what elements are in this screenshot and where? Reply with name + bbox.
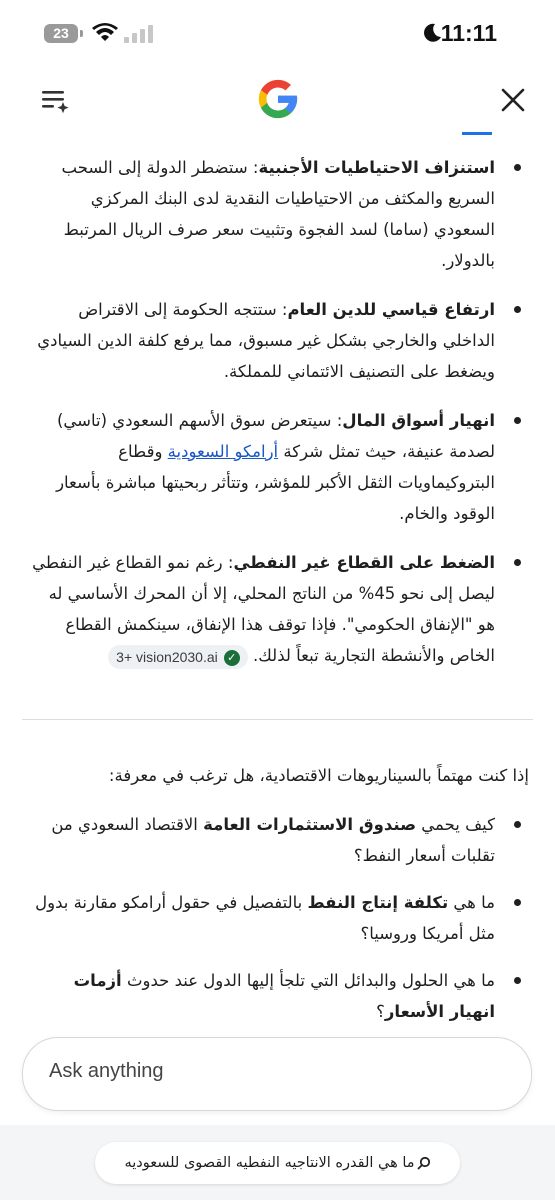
item-text: : رغم نمو القطاع غير النفطي ليصل إلى نحو 45% من الناتج المحلي، إلا أن المحرك الأساسي له هو "الإنفاق الحكومي". فإذا توقف هذا الإنفاق، سينكمش القطاع الخاص والأنشطة التجارية تبعاً لذلك. [32, 553, 495, 665]
list-item [32, 294, 495, 387]
item-text: كيف يحمي [416, 815, 495, 834]
followup-list [0, 809, 555, 1027]
aramco-link[interactable]: أرامكو السعودية [167, 442, 279, 461]
list-item [32, 965, 495, 1027]
item-title: أزمات انهيار الأسعار [73, 971, 495, 1021]
item-text: الاقتصاد السعودي من تقلبات أسعار النفط؟ [51, 815, 495, 865]
suggestion-label: ما هي القدره الانتاجيه النفطيه القصوى للسعوديه [124, 1155, 415, 1171]
list-item [32, 547, 495, 671]
close-icon[interactable] [499, 86, 527, 114]
item-title: صندوق الاستثمارات العامة [203, 815, 417, 834]
ask-placeholder: Ask anything [49, 1060, 164, 1082]
item-text: : ستتجه الحكومة إلى الاقتراض الداخلي والخارجي بشكل غير مسبوق، مما يرفع كلفة الدين السيادي ويضغط على التصنيف الائتماني للمملكة. [37, 300, 495, 381]
item-title: ارتفاع قياسي للدين العام [287, 300, 495, 319]
item-text: ؟ [376, 1002, 385, 1021]
list-item [32, 405, 495, 529]
list-item [32, 809, 495, 871]
battery-nub [80, 30, 83, 37]
chip-count: 3+ [116, 648, 133, 665]
item-text: ما هي [448, 893, 495, 912]
signal-icon [124, 25, 154, 43]
status-bar [0, 0, 555, 66]
ask-input[interactable] [22, 1037, 532, 1111]
verified-icon: ✓ [224, 650, 240, 666]
sparkle-list-icon[interactable] [40, 84, 72, 116]
item-text: : ستضطر الدولة إلى السحب السريع والمكثف من الاحتياطيات النقدية لدى البنك المركزي السعودي (ساما) لسد الفجوة وتثبيت سعر صرف الريال المرتبط بالدولار. [61, 158, 495, 270]
wifi-icon [92, 22, 118, 44]
battery-indicator: 23 [44, 24, 78, 43]
followup-intro: إذا كنت مهتماً بالسيناريوهات الاقتصادية، هل ترغب في معرفة: [108, 766, 529, 785]
list-item [32, 152, 495, 276]
impact-list [0, 152, 555, 671]
item-title: الضغط على القطاع غير النفطي [233, 553, 495, 572]
item-text: وقطاع البتروكيماويات الثقل الأكبر للمؤشر، وتتأثر ربحيتها مباشرة بأسعار الوقود والخام. [56, 442, 495, 523]
status-time: 11:11 [440, 20, 497, 46]
item-title: انهيار أسواق المال [342, 411, 495, 430]
item-text: ما هي الحلول والبدائل التي تلجأ إليها الدول عند حدوث [121, 971, 495, 990]
source-chip[interactable] [108, 645, 248, 669]
top-bar [0, 70, 555, 130]
item-title: استنزاف الاحتياطيات الأجنبية [258, 158, 495, 177]
item-text: : سيتعرض سوق الأسهم السعودي (تاسي) لصدمة عنيفة، حيث تمثل شركة [56, 411, 495, 461]
item-text: بالتفصيل في حقول أرامكو مقارنة بدول مثل أمريكا وروسيا؟ [35, 893, 495, 943]
google-logo-icon [255, 76, 301, 122]
moon-icon [421, 22, 443, 44]
item-title: تكلفة إنتاج النفط [307, 893, 449, 912]
search-icon [417, 1156, 431, 1170]
chip-source: vision2030.ai [136, 648, 218, 665]
list-item [32, 887, 495, 949]
partial-underline [462, 132, 492, 135]
search-suggestion[interactable] [95, 1142, 460, 1184]
answer-content [0, 152, 555, 1027]
